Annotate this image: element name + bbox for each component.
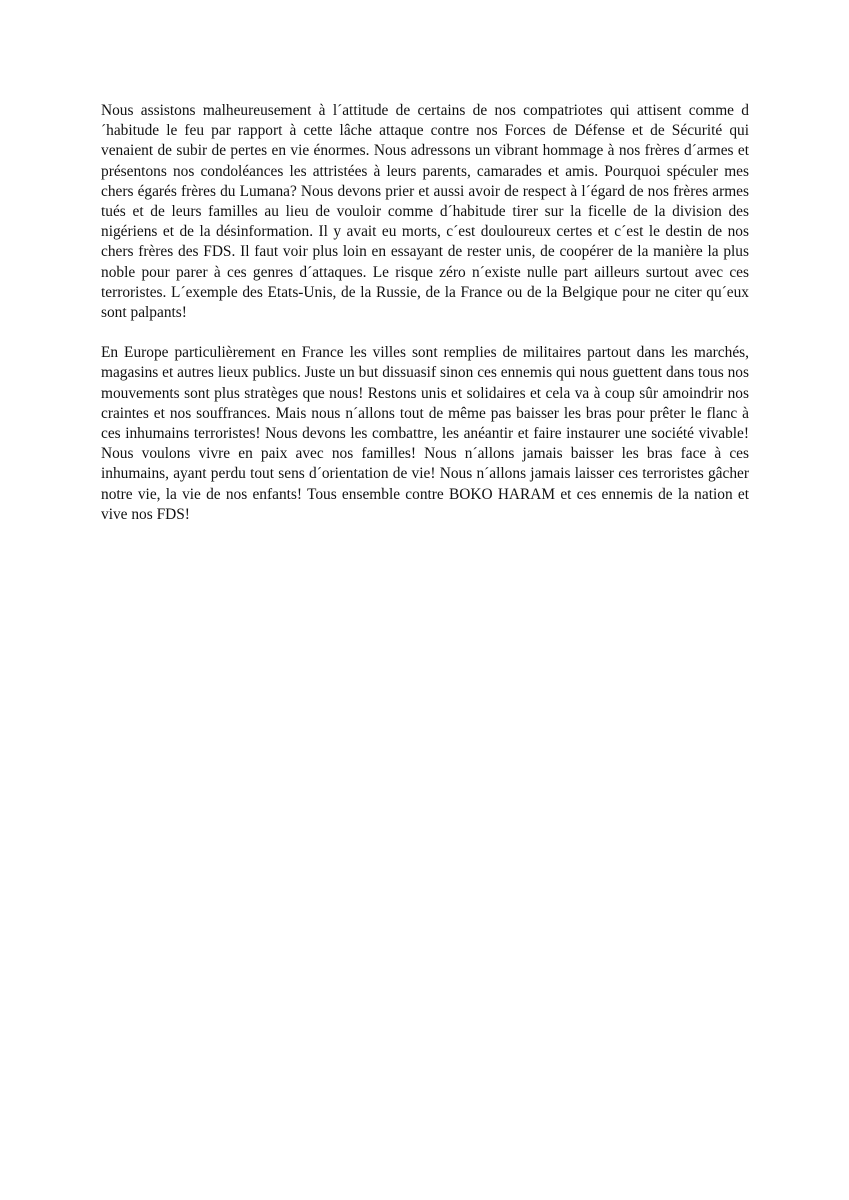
document-body bbox=[101, 101, 749, 545]
paragraph-2: En Europe particulièrement en France les villes sont remplies de militaires partout dans les marchés, magasins et autres lieux publics. Juste un but dissuasif sinon ces ennemis qui nous guettent dans tous nos mouvements sont plus stratèges que nous! Restons unis et solidaires et cela va à coup sûr amoindrir nos craintes et nos souffrances. Mais nous n´allons tout de même pas baisser les bras pour prêter le flanc à ces inhumains terroristes! Nous devons les combattre, les anéantir et faire instaurer une société vivable! Nous voulons vivre en paix avec nos familles! Nous n´allons jamais baisser les bras face à ces inhumains, ayant perdu tout sens d´orientation de vie! Nous n´allons jamais laisser ces terroristes gâcher notre vie, la vie de nos enfants! Tous ensemble contre BOKO HARAM et ces ennemis de la nation et vive nos FDS! bbox=[101, 344, 749, 523]
paragraph-1: Nous assistons malheureusement à l´attitude de certains de nos compatriotes qui attisent comme d´habitude le feu par rapport à cette lâche attaque contre nos Forces de Défense et de Sécurité qui venaient de subir de pertes en vie énormes. Nous adressons un vibrant hommage à nos frères d´armes et présentons nos condoléances les attristées à leurs parents, camarades et amis. Pourquoi spéculer mes chers égarés frères du Lumana? Nous devons prier et aussi avoir de respect à l´égard de nos frères armes tués et de leurs familles au lieu de vouloir comme d´habitude tirer sur la ficelle de la division des nigériens et de la désinformation. Il y avait eu morts, c´est douloureux certes et c´est le destin de nos chers frères des FDS. Il faut voir plus loin en essayant de rester unis, de coopérer de la manière la plus noble pour parer à ces genres d´attaques. Le risque zéro n´existe nulle part ailleurs surtout avec ces terroristes. L´exemple des Etats-Unis, de la Russie, de la France ou de la Belgique pour ne citer qu´eux sont palpants! bbox=[101, 102, 749, 322]
